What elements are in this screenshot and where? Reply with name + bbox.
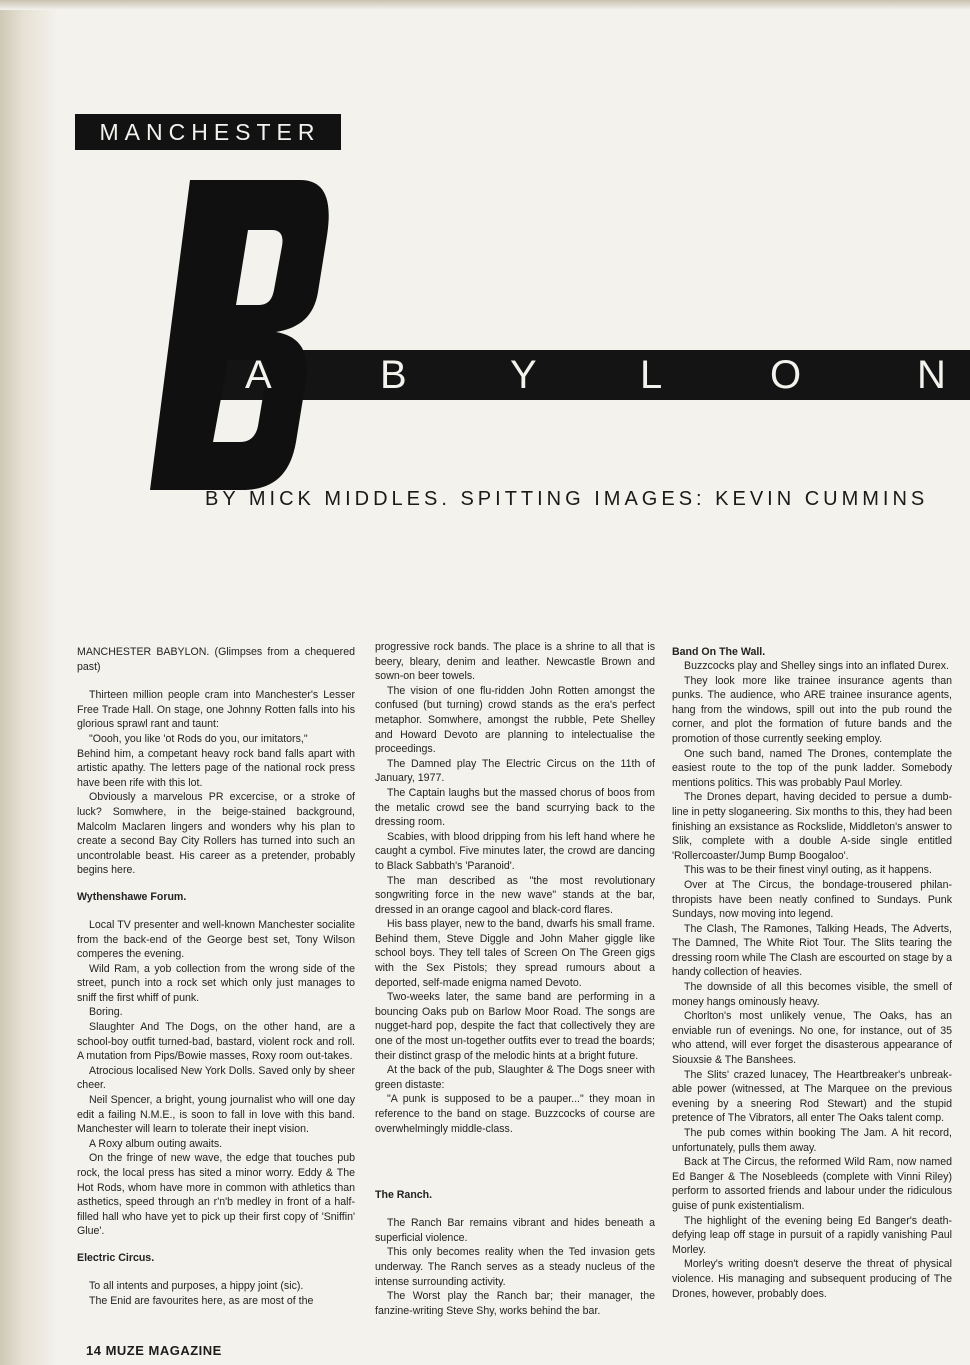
section-heading: The Ranch. [375, 1189, 433, 1202]
page-binding-edge [0, 0, 58, 1365]
paragraph: "A punk is supposed to be a pauper..." they moan in reference to the band on stage. Buzzcocks of course are overwhelmingly middle-class. [375, 1093, 655, 1135]
paragraph: Morley's writing doesn't deserve the threat of physical violence. His managing and subsequent producing of The Drones, however, probably does. [672, 1258, 952, 1300]
title-letter: Y [510, 353, 537, 397]
paragraph: Atrocious localised New York Dolls. Saved only by sheer cheer. [77, 1064, 355, 1092]
paragraph: The vision of one flu-ridden John Rotten amongst the confused (but turning) crowd stands as the era's perfect metaphor. Somwhere, amongst the rubble, Pete Shelley and Howard Devoto are planning to intelectualise the proceedings. [375, 684, 655, 756]
paragraph: Slaughter And The Dogs, on the other hand, are a school-boy outfit turned-bad, bastard, violent rock and roll. A mutation from Pips/Bowie masses, Roxy room out-takes. [77, 1021, 355, 1063]
paragraph: Behind him, a competant heavy rock band falls apart with artistic apathy. The letters page of the national rock press have been rife with this lot. [77, 747, 355, 789]
byline: BY MICK MIDDLES. SPITTING IMAGES: KEVIN CUMMINS [205, 488, 929, 510]
paragraph: The pub comes within booking The Jam. A hit record, unfortunately, pulls them away. [672, 1127, 952, 1154]
title-word [205, 350, 970, 400]
paragraph: Scabies, with blood dripping from his left hand where he caught a cymbol. Five minutes later, the crowd are dancing to Black Sabbath's 'Paranoid'. [375, 830, 655, 872]
page-top-shadow [0, 0, 970, 10]
paragraph: Thirteen million people cram into Manchester's Lesser Free Trade Hall. On stage, one Johnny Rotten falls into his glorious sprawl rant and taunt: [77, 689, 355, 731]
paragraph: MANCHESTER BABYLON. (Glimpses from a chequered past) [77, 646, 355, 673]
paragraph: The man described as "the most revolutionary songwriting force in the new wave" stands at the bar, dressed in an orange cagool and black-cord flares. [375, 874, 655, 916]
paragraph: This only becomes reality when the Ted invasion gets underway. The Ranch serves as a steady nucleus of the intense surrounding activity. [375, 1246, 655, 1288]
paragraph: Two-weeks later, the same band are performing in a bouncing Oaks pub on Barlow Moor Road. The songs are nugget-hard pop, despite the fact that collectively they are one of the most un-together outfits ever to tread the boards; their distinct grasp of the melodic hints at a bright future. [375, 991, 655, 1062]
paragraph: Back at The Circus, the reformed Wild Ram, now named Ed Banger & The Nosebleeds (complete with Vinni Riley) perform to assorted friends and labour under the ridiculous guise of punk existentialism. [672, 1156, 952, 1212]
paragraph: "Oooh, you like 'ot Rods do you, our imitators," [89, 732, 308, 745]
paragraph: Chorlton's most unlikely venue, The Oaks, has an enviable run of evenings. No one, for instance, out of 35 who attend, will ever forget the disasterous appearance of Siouxsie & The Banshees. [672, 1010, 952, 1067]
paragraph: The downside of all this becomes visible, the smell of money hangs ominously heavy. [672, 981, 952, 1008]
paragraph: The Drones depart, having decided to persue a dumb-line in petty sloganeering. Six months to this, they had been finishing an exsistance as Rockslide, Middleton's answer to Slik, complete with a double A-side single entitled 'Rollercoaster/Jump Bump Boogaloo'. [672, 791, 952, 862]
paragraph: This was to be their finest vinyl outing, as it happens. [684, 864, 932, 877]
paragraph: A Roxy album outing awaits. [89, 1137, 223, 1150]
paragraph: Wild Ram, a yob collection from the wrong side of the street, punch into a rock set which only just manages to sniff the first whiff of punk. [77, 962, 355, 1004]
article-column-2 [375, 640, 655, 1318]
paragraph: To all intents and purposes, a hippy joint (sic). [89, 1279, 304, 1292]
paragraph: Buzzcocks play and Shelley sings into an inflated Durex. [684, 660, 949, 672]
paragraph: The highlight of the evening being Ed Banger's death-defying leap off stage in pursuit of a rapidly vanishing Paul Morley. [672, 1214, 952, 1256]
title-letter: L [640, 353, 663, 397]
section-heading: Electric Circus. [77, 1251, 155, 1264]
paragraph: The Ranch Bar remains vibrant and hides beneath a superficial violence. [375, 1217, 655, 1244]
paragraph: The Slits' crazed lunacey, The Heartbreaker's unbreak-able power (witnessed, at The Marquee on the previous evening by a sneering Rod Stewart) and the stupid pretence of The Vibrators, all enter The Oaks talent comp. [672, 1068, 952, 1125]
paragraph: Local TV presenter and well-known Manchester socialite from the back-end of the George best set, Tony Wilson comperes the evening. [77, 918, 355, 961]
paragraph: The Clash, The Ramones, Talking Heads, The Adverts, The Damned, The White Riot Tour. The Slits tearing the dressing room while The Clash are escourted on stage by a handy collection of heavies. [672, 922, 952, 979]
paragraph: The Worst play the Ranch bar; their manager, the fanzine-writing Steve Shy, works behind the bar. [375, 1290, 655, 1317]
paragraph: The Damned play The Electric Circus on the 11th of January, 1977. [375, 757, 655, 785]
page-folio: 14 MUZE MAGAZINE [86, 1343, 222, 1358]
article-column-3 [672, 645, 952, 1301]
paragraph: The Enid are favourites here, as are most of the [89, 1294, 314, 1307]
section-heading: Band On The Wall. [672, 646, 766, 658]
title-letter: N [917, 353, 946, 397]
paragraph: progressive rock bands. The place is a shrine to all that is beery, bleary, denim and leather. Newcastle Brown and sown-on beer towels. [375, 641, 655, 683]
title-initial-letter [150, 180, 330, 490]
paragraph: Obviously a marvelous PR excercise, or a stroke of luck? Somwhere, in the beige-stained background, Malcolm Maclaren lingers and wonders why his plan to create a second Bay City Rollers has turned into such an uncontrolable beast. His career as a pretender, probably begins here. [77, 791, 355, 877]
article-column-1 [77, 645, 355, 1308]
paragraph: On the fringe of new wave, the edge that touches pub rock, the local press has sited a minor worry. Eddy & The Hot Rods, whom have more in common with athletics than asthetics, speed through an r'n'b medley in front of a half-filled hall who have yet to pick up their first copy of 'Sniffin' Glue'. [77, 1152, 355, 1238]
title-letter: B [380, 353, 407, 397]
section-heading: Wythenshawe Forum. [77, 890, 187, 903]
paragraph: The Captain laughs but the massed chorus of boos from the metalic crowd see the band scurrying back to the dressing room. [375, 786, 655, 829]
title-letter: O [770, 353, 802, 397]
title-letter: A [245, 353, 272, 397]
paragraph: Over at The Circus, the bondage-trousered philan-thropists have been neatly confined to Sundays. Punk Sundays, now moving into legend. [672, 878, 952, 921]
paragraph: At the back of the pub, Slaughter & The Dogs sneer with green distaste: [375, 1064, 655, 1091]
paragraph: They look more like trainee insurance agents than punks. The audience, who ARE trainee insurance agents, hang from the windows, spill out into the pub round the corner, and plot the formation of future bands and the promotion of those currently seeking employ. [672, 674, 952, 745]
paragraph: One such band, named The Drones, contemplate the easiest route to the top of the punk ladder. Somebody mentions politics. This was probably Paul Morley. [672, 747, 952, 789]
paragraph: His bass player, new to the band, dwarfs his small frame. Behind them, Steve Diggle and John Maher giggle like school boys. They tell tales of Screen On The Green gigs with the Sex Pistols; they spread rumours about a deported, self-made enigma named Devoto. [375, 918, 655, 989]
paragraph: Boring. [89, 1006, 123, 1019]
kicker-label: MANCHESTER [75, 114, 341, 150]
paragraph: Neil Spencer, a bright, young journalist who will one day edit a failing N.M.E., is soon to fall in love with this band. Manchester will learn to tolerate their inept vision. [77, 1094, 355, 1136]
